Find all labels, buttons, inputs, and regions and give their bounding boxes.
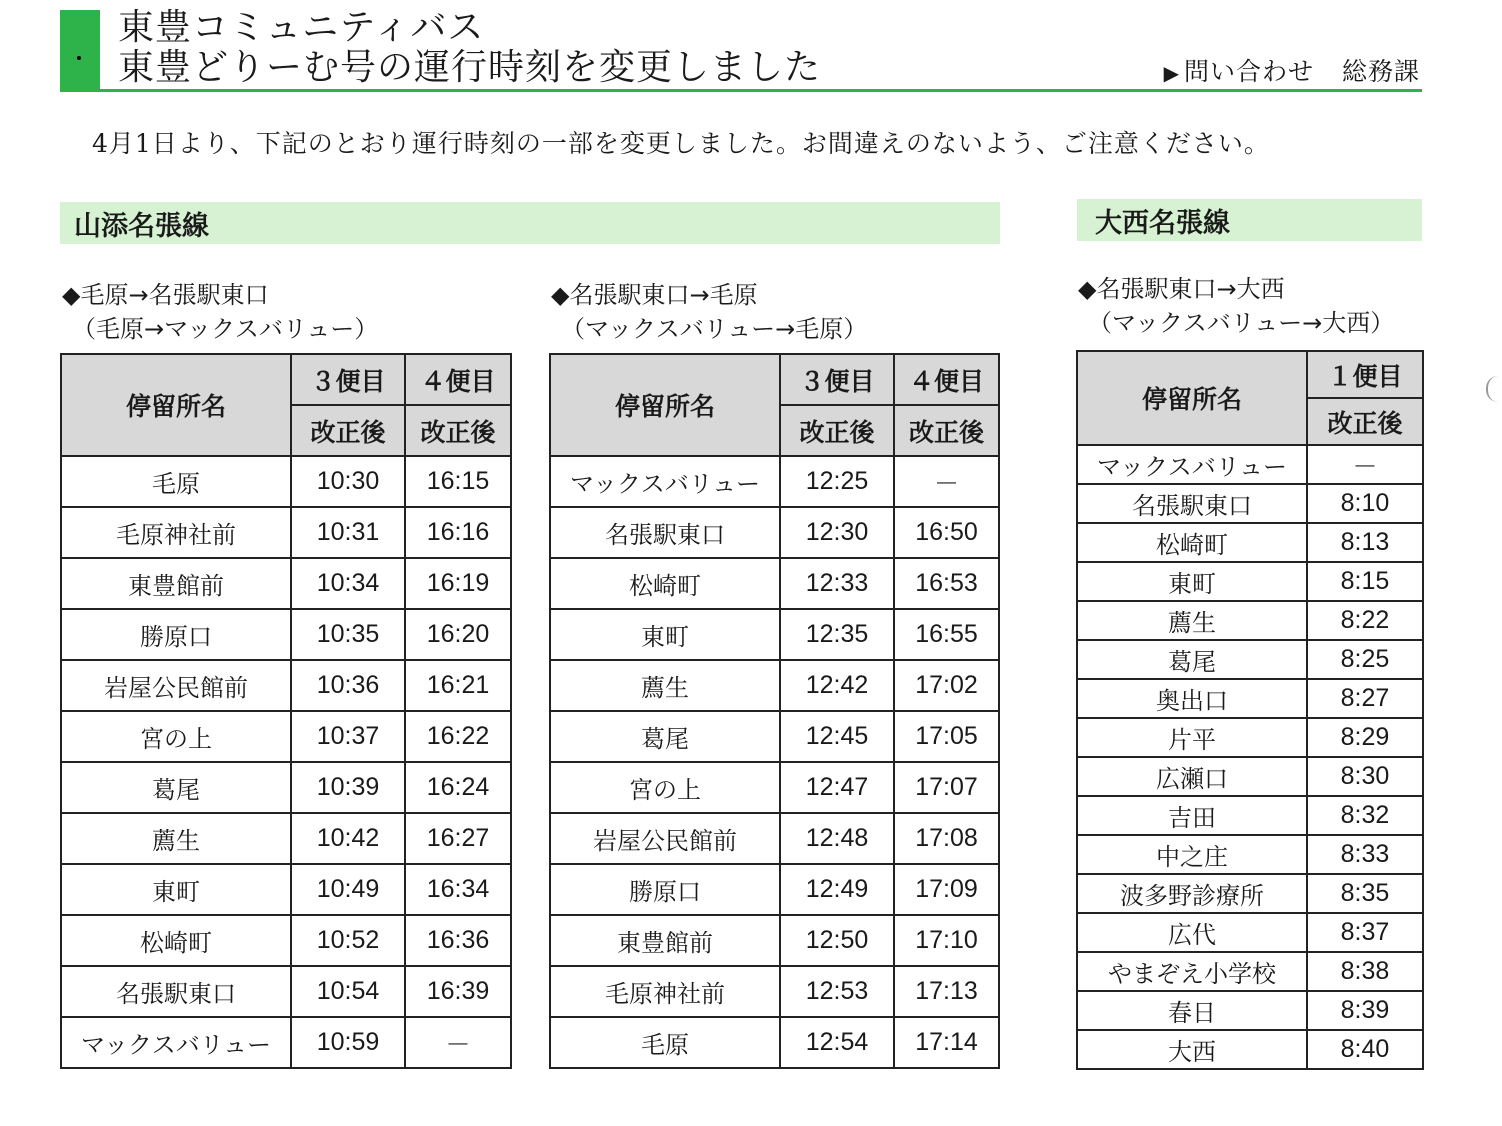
table-row (550, 507, 999, 558)
table-row (61, 456, 511, 507)
header-bin-3: ３便目 (780, 354, 894, 405)
table-row (1077, 640, 1423, 679)
time-cell: 16:16 (405, 507, 511, 558)
time-cell: 8:10 (1307, 484, 1423, 523)
time-cell: 8:27 (1307, 679, 1423, 718)
table-row (61, 507, 511, 558)
table-row (1077, 796, 1423, 835)
outbound-direction-sub: （毛原→マックスバリュー） (72, 315, 379, 343)
time-cell: 8:30 (1307, 757, 1423, 796)
time-cell: 10:42 (291, 813, 405, 864)
play-arrow-icon: ▶ (1163, 61, 1180, 85)
line-b-title: 大西名張線 (1077, 199, 1422, 241)
table-row (1077, 952, 1423, 991)
header-revised: 改正後 (291, 405, 405, 456)
time-cell: 16:55 (894, 609, 999, 660)
stop-name-cell: 波多野診療所 (1077, 874, 1307, 913)
contact-info (1164, 52, 1420, 88)
line-b-direction (1078, 272, 1394, 340)
table-row (550, 609, 999, 660)
time-cell: 10:59 (291, 1017, 405, 1068)
stop-name-cell: 広代 (1077, 913, 1307, 952)
time-cell: 17:07 (894, 762, 999, 813)
line-b-direction-sub: （マックスバリュー→大西） (1088, 309, 1395, 337)
stop-name-cell: 松崎町 (1077, 523, 1307, 562)
stop-name-cell: やまぞえ小学校 (1077, 952, 1307, 991)
stop-name-cell: マックスバリュー (1077, 445, 1307, 484)
stop-name-cell: 毛原 (550, 1017, 780, 1068)
table-row (1077, 562, 1423, 601)
time-cell: 16:27 (405, 813, 511, 864)
outbound-timetable (60, 353, 512, 1069)
header-bin-4: ４便目 (405, 354, 511, 405)
inbound-direction-sub: （マックスバリュー→毛原） (561, 315, 868, 343)
time-cell: 17:09 (894, 864, 999, 915)
time-cell: 12:45 (780, 711, 894, 762)
time-cell: 12:35 (780, 609, 894, 660)
intro-text: 4月1日より、下記のとおり運行時刻の一部を変更しました。お間違えのないよう、ご注意ください。 (92, 129, 1270, 158)
table-row (1077, 835, 1423, 874)
stop-name-cell: 薦生 (1077, 601, 1307, 640)
time-cell: 17:13 (894, 966, 999, 1017)
time-cell: 8:29 (1307, 718, 1423, 757)
time-cell: － (894, 456, 999, 507)
stop-name-cell: マックスバリュー (61, 1017, 291, 1068)
stop-name-cell: 薦生 (550, 660, 780, 711)
table-row (1077, 913, 1423, 952)
time-cell: 8:13 (1307, 523, 1423, 562)
time-cell: 8:15 (1307, 562, 1423, 601)
time-cell: 12:33 (780, 558, 894, 609)
table-row (1077, 445, 1423, 484)
time-cell: 10:35 (291, 609, 405, 660)
time-cell: 16:34 (405, 864, 511, 915)
table-row (550, 456, 999, 507)
stop-name-cell: 大西 (1077, 1030, 1307, 1069)
header-bin-1: １便目 (1307, 351, 1423, 398)
header-stop-name: 停留所名 (61, 354, 291, 456)
time-cell: 17:14 (894, 1017, 999, 1068)
stop-name-cell: 広瀬口 (1077, 757, 1307, 796)
stop-name-cell: 東豊館前 (550, 915, 780, 966)
outbound-direction (62, 278, 378, 346)
table-row (1077, 874, 1423, 913)
table-row (550, 915, 999, 966)
stop-name-cell: 東町 (1077, 562, 1307, 601)
line-b-direction-main: ◆名張駅東口→大西 (1078, 275, 1285, 303)
time-cell: 8:39 (1307, 991, 1423, 1030)
stop-name-cell: 東豊館前 (61, 558, 291, 609)
time-cell: 10:39 (291, 762, 405, 813)
table-row (550, 762, 999, 813)
time-cell: 10:36 (291, 660, 405, 711)
table-row (1077, 991, 1423, 1030)
header-bin-3: ３便目 (291, 354, 405, 405)
table-row (61, 609, 511, 660)
stop-name-cell: 名張駅東口 (1077, 484, 1307, 523)
table-row (550, 813, 999, 864)
stop-name-cell: 東町 (550, 609, 780, 660)
time-cell: 8:35 (1307, 874, 1423, 913)
header-revised: 改正後 (894, 405, 999, 456)
time-cell: 10:54 (291, 966, 405, 1017)
table-row (550, 966, 999, 1017)
table-row (550, 864, 999, 915)
stop-name-cell: 宮の上 (550, 762, 780, 813)
time-cell: 12:49 (780, 864, 894, 915)
contact-label: 問い合わせ (1183, 57, 1314, 86)
header-revised: 改正後 (780, 405, 894, 456)
time-cell: 16:36 (405, 915, 511, 966)
header-revised: 改正後 (405, 405, 511, 456)
table-row (61, 558, 511, 609)
header-rule (60, 89, 1422, 92)
table-row (61, 1017, 511, 1068)
time-cell: 16:50 (894, 507, 999, 558)
time-cell: 17:05 (894, 711, 999, 762)
time-cell: － (405, 1017, 511, 1068)
table-row (61, 762, 511, 813)
time-cell: 12:42 (780, 660, 894, 711)
time-cell: 8:25 (1307, 640, 1423, 679)
stop-name-cell: 片平 (1077, 718, 1307, 757)
header-accent-bar (60, 10, 100, 90)
stop-name-cell: 勝原口 (61, 609, 291, 660)
table-row (1077, 523, 1423, 562)
stop-name-cell: 名張駅東口 (550, 507, 780, 558)
stop-name-cell: 松崎町 (61, 915, 291, 966)
table-row (61, 813, 511, 864)
line-b-timetable (1076, 350, 1424, 1070)
time-cell: 10:37 (291, 711, 405, 762)
stop-name-cell: 毛原神社前 (61, 507, 291, 558)
table-row (1077, 484, 1423, 523)
line-a-title: 山添名張線 (60, 202, 1000, 244)
stop-name-cell: 葛尾 (1077, 640, 1307, 679)
time-cell: 8:22 (1307, 601, 1423, 640)
table-row (1077, 718, 1423, 757)
stop-name-cell: 吉田 (1077, 796, 1307, 835)
header-bin-4: ４便目 (894, 354, 999, 405)
inbound-direction-main: ◆名張駅東口→毛原 (551, 281, 758, 309)
stop-name-cell: 春日 (1077, 991, 1307, 1030)
time-cell: 8:37 (1307, 913, 1423, 952)
stop-name-cell: 名張駅東口 (61, 966, 291, 1017)
stop-name-cell: 宮の上 (61, 711, 291, 762)
time-cell: 10:31 (291, 507, 405, 558)
stop-name-cell: 東町 (61, 864, 291, 915)
time-cell: 8:33 (1307, 835, 1423, 874)
table-row (550, 558, 999, 609)
time-cell: 16:39 (405, 966, 511, 1017)
time-cell: 8:38 (1307, 952, 1423, 991)
time-cell: 16:15 (405, 456, 511, 507)
bullet-dot (77, 56, 81, 60)
page-title-line2: 東豊どりーむ号の運行時刻を変更しました (118, 47, 822, 88)
time-cell: 17:10 (894, 915, 999, 966)
time-cell: 10:52 (291, 915, 405, 966)
table-row (550, 660, 999, 711)
time-cell: 16:24 (405, 762, 511, 813)
table-row (1077, 679, 1423, 718)
time-cell: 8:32 (1307, 796, 1423, 835)
time-cell: 10:30 (291, 456, 405, 507)
stop-name-cell: 岩屋公民館前 (550, 813, 780, 864)
inbound-direction (551, 278, 867, 346)
table-row (61, 711, 511, 762)
stop-name-cell: 毛原 (61, 456, 291, 507)
stop-name-cell: 薦生 (61, 813, 291, 864)
header-stop-name: 停留所名 (1077, 351, 1307, 445)
time-cell: 16:19 (405, 558, 511, 609)
time-cell: 8:40 (1307, 1030, 1423, 1069)
table-row (550, 711, 999, 762)
stop-name-cell: 岩屋公民館前 (61, 660, 291, 711)
header-revised: 改正後 (1307, 398, 1423, 445)
stop-name-cell: 奥出口 (1077, 679, 1307, 718)
contact-department: 総務課 (1341, 57, 1420, 86)
time-cell: 12:48 (780, 813, 894, 864)
stop-name-cell: 葛尾 (61, 762, 291, 813)
inbound-timetable (549, 353, 1000, 1069)
table-row (1077, 1030, 1423, 1069)
stop-name-cell: 中之庄 (1077, 835, 1307, 874)
time-cell: 12:50 (780, 915, 894, 966)
page-title-line1: 東豊コミュニティバス (118, 7, 485, 48)
stop-name-cell: マックスバリュー (550, 456, 780, 507)
stop-name-cell: 勝原口 (550, 864, 780, 915)
time-cell: 12:25 (780, 456, 894, 507)
stop-name-cell: 毛原神社前 (550, 966, 780, 1017)
table-row (61, 864, 511, 915)
time-cell: 12:53 (780, 966, 894, 1017)
time-cell: 17:08 (894, 813, 999, 864)
page-edge-mark (1486, 376, 1502, 402)
time-cell: 10:34 (291, 558, 405, 609)
time-cell: 17:02 (894, 660, 999, 711)
stop-name-cell: 松崎町 (550, 558, 780, 609)
time-cell: 16:53 (894, 558, 999, 609)
time-cell: 10:49 (291, 864, 405, 915)
table-row (1077, 757, 1423, 796)
time-cell: 16:20 (405, 609, 511, 660)
time-cell: 12:47 (780, 762, 894, 813)
table-row (61, 915, 511, 966)
time-cell: 12:54 (780, 1017, 894, 1068)
table-row (550, 1017, 999, 1068)
table-row (61, 660, 511, 711)
time-cell: 16:22 (405, 711, 511, 762)
stop-name-cell: 葛尾 (550, 711, 780, 762)
table-row (61, 966, 511, 1017)
table-row (1077, 601, 1423, 640)
header-stop-name: 停留所名 (550, 354, 780, 456)
time-cell: 16:21 (405, 660, 511, 711)
outbound-direction-main: ◆毛原→名張駅東口 (62, 281, 269, 309)
time-cell: 12:30 (780, 507, 894, 558)
time-cell: － (1307, 445, 1423, 484)
